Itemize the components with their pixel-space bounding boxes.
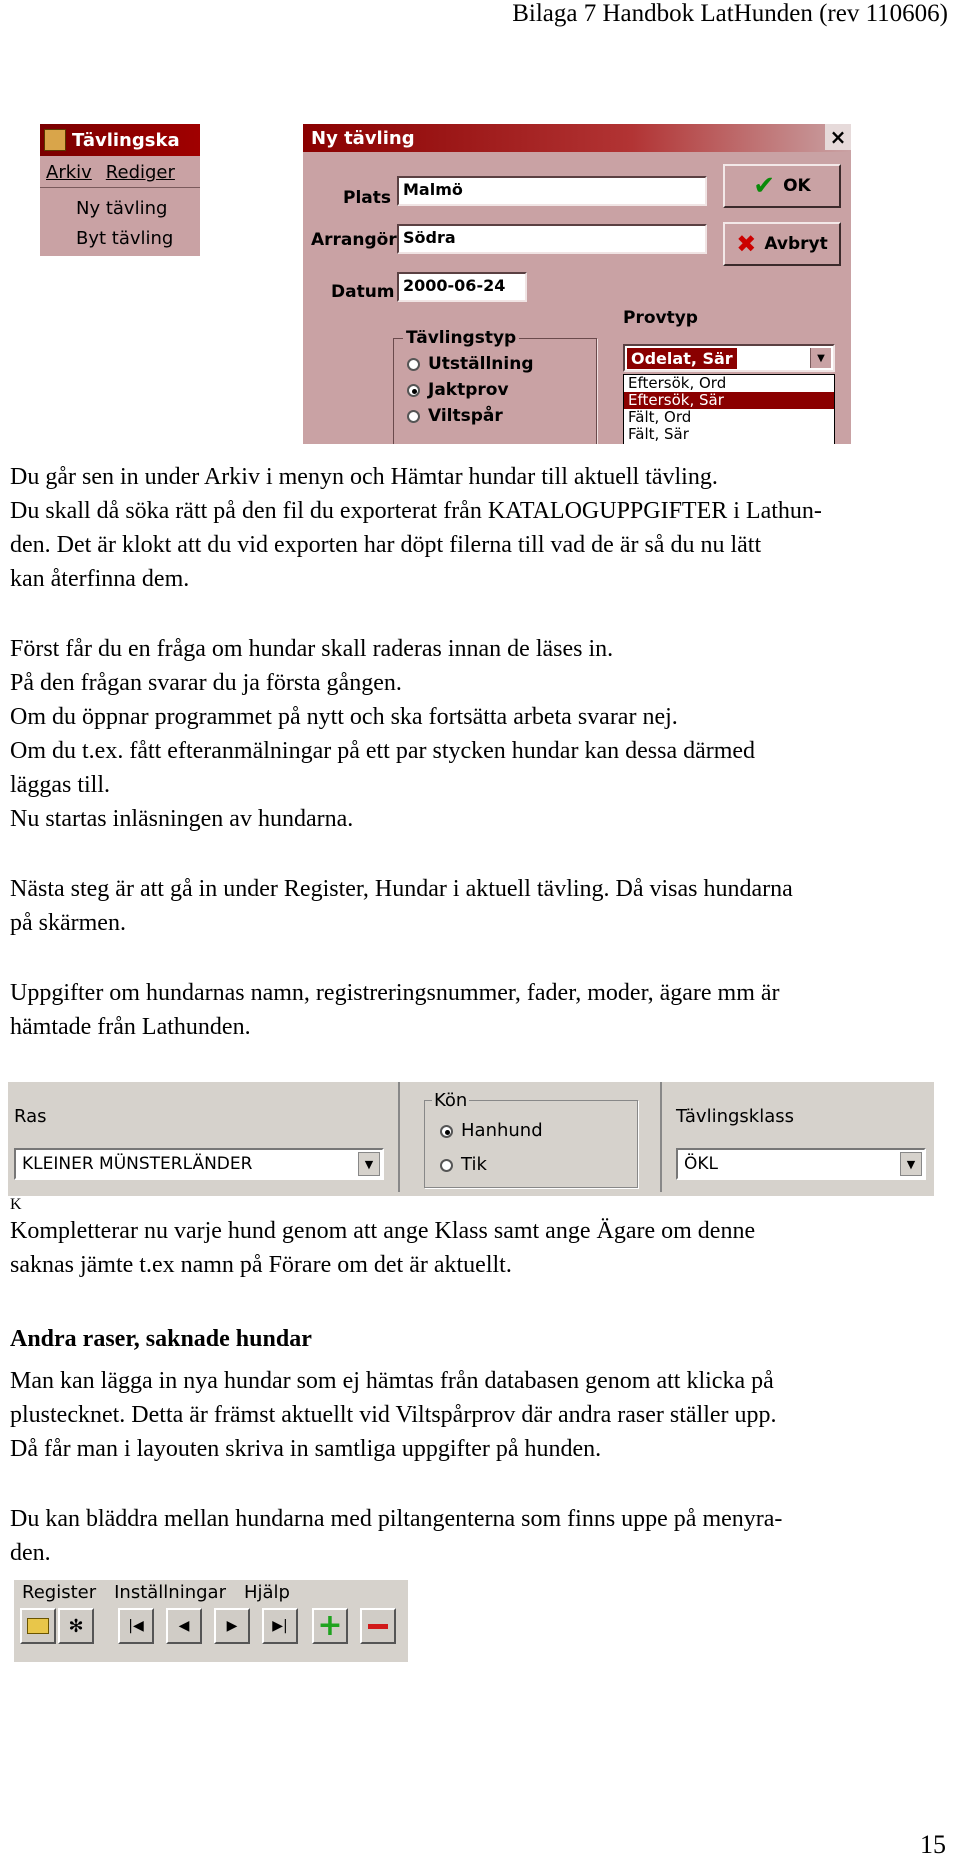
cross-icon: ✖ (736, 230, 757, 258)
arrangor-field[interactable]: Södra (397, 224, 707, 254)
submenu (40, 188, 200, 254)
text-line: saknas jämte t.ex namn på Förare om det är aktuellt. (10, 1252, 512, 1278)
text-line: på skärmen. (10, 910, 126, 936)
checkmark-icon: ✔ (753, 171, 776, 201)
radio-tik-label: Tik (461, 1154, 487, 1175)
radio-tik[interactable] (440, 1154, 487, 1175)
submenu-ny-tavling[interactable]: Ny tävling (76, 198, 168, 219)
text-line: Du skall då söka rätt på den fil du exporterat från KATALOGUPPGIFTER i Lathun- (10, 498, 822, 524)
klass-value: ÖKL (684, 1154, 718, 1174)
text-line: hämtade från Lathunden. (10, 1014, 251, 1040)
ras-label: Ras (14, 1106, 47, 1127)
menu-hjalp[interactable]: Hjälp (243, 1582, 290, 1603)
paragraph-5 (10, 1196, 955, 1282)
menu-register[interactable]: Register (22, 1582, 97, 1603)
radio-tik-circle (440, 1159, 453, 1172)
text-line: den. Det är klokt att du vid exporten har döpt filerna till vad de är så du nu lätt (10, 532, 762, 558)
first-record-icon: |◀ (128, 1618, 144, 1634)
text-line: kan återfinna dem. (10, 566, 190, 592)
radio-hanhund-label: Hanhund (461, 1120, 543, 1141)
app-title: Tävlingska (72, 129, 180, 151)
klass-select[interactable] (676, 1148, 926, 1180)
provtyp-option[interactable]: Fält, Sär (628, 425, 689, 443)
paragraph-4 (10, 976, 955, 1044)
dialog-titlebar (303, 124, 851, 152)
tavlingstyp-label: Tävlingstyp (403, 328, 519, 348)
cancel-button-label: Avbryt (764, 234, 828, 254)
menubar (40, 156, 200, 188)
text-line: På den frågan svarar du ja första gången. (10, 670, 402, 696)
ok-button-label: OK (783, 176, 811, 196)
radio-utstallning-circle (407, 358, 420, 371)
text-line: Om du t.ex. fått efteranmälningar på ett par stycken hundar kan dessa därmed (10, 738, 756, 764)
text-line: Du går sen in under Arkiv i menyn och Hämtar hundar till aktuell tävling. (10, 464, 718, 490)
dog-button[interactable] (58, 1608, 94, 1644)
menu-redigera[interactable]: Rediger (105, 162, 175, 183)
ras-select[interactable] (14, 1148, 384, 1180)
provtyp-option[interactable]: Eftersök, Ord (628, 374, 727, 392)
dog-form-snippet (8, 1082, 934, 1196)
provtyp-option[interactable]: Fält, Ord (628, 408, 692, 426)
datum-field[interactable]: 2000-06-24 (397, 272, 527, 302)
add-button[interactable] (312, 1608, 348, 1644)
last-record-icon: ▶| (272, 1618, 288, 1634)
text-line: Kompletterar nu varje hund genom att ange Klass samt ange Ägare om denne (10, 1218, 756, 1244)
ras-value: KLEINER MÜNSTERLÄNDER (22, 1154, 253, 1174)
text-line: Då får man i layouten skriva in samtliga uppgifter på hunden. (10, 1436, 602, 1462)
paragraph-6 (10, 1364, 955, 1466)
chevron-down-icon[interactable]: ▼ (358, 1152, 380, 1176)
chevron-down-icon[interactable]: ▼ (810, 348, 831, 368)
menu-installningar[interactable]: Inställningar (114, 1582, 226, 1603)
provtyp-list (623, 374, 835, 444)
radio-utstallning[interactable] (407, 354, 534, 374)
provtyp-label: Provtyp (623, 308, 698, 328)
text-line: Man kan lägga in nya hundar som ej hämtas från databasen genom att klicka på (10, 1368, 774, 1394)
text-line: Först får du en fråga om hundar skall raderas innan de läses in. (10, 636, 614, 662)
radio-jaktprov-label: Jaktprov (428, 380, 509, 400)
paragraph-1 (10, 460, 955, 596)
ras-panel (8, 1082, 400, 1192)
toolbar-snippet (14, 1580, 408, 1662)
section-heading: Andra raser, saknade hundar (10, 1326, 312, 1352)
datum-label: Datum (331, 282, 395, 302)
provtyp-selected: Odelat, Sär (627, 348, 737, 369)
cancel-button[interactable] (723, 222, 841, 266)
radio-jaktprov[interactable] (407, 380, 509, 400)
app-icon (44, 129, 66, 151)
close-icon[interactable]: × (825, 124, 851, 150)
menu-snippet (40, 124, 200, 256)
radio-viltspar-label: Viltspår (428, 406, 503, 426)
klass-panel (660, 1082, 934, 1192)
klass-label: Tävlingsklass (676, 1106, 795, 1127)
open-button[interactable] (20, 1608, 56, 1644)
chevron-down-icon[interactable]: ▼ (900, 1152, 922, 1176)
radio-viltspar[interactable] (407, 406, 503, 426)
dog-icon: ✻ (68, 1615, 84, 1637)
delete-icon (368, 1624, 388, 1629)
plats-field[interactable]: Malmö (397, 176, 707, 206)
text-line: Uppgifter om hundarnas namn, registreringsnummer, fader, moder, ägare mm är (10, 980, 780, 1006)
new-competition-dialog (303, 124, 851, 444)
toolbar-menubar (14, 1580, 408, 1605)
radio-utstallning-label: Utställning (428, 354, 534, 374)
kon-label: Kön (434, 1090, 468, 1111)
text-line: plustecknet. Detta är främst aktuellt vid Viltspårprov där andra raser ställer upp. (10, 1402, 777, 1428)
text-line: Om du öppnar programmet på nytt och ska fortsätta arbeta svarar nej. (10, 704, 678, 730)
next-record-button[interactable] (214, 1608, 250, 1644)
radio-viltspar-circle (407, 410, 420, 423)
text-line: Du kan bläddra mellan hundarna med piltangenterna som finns uppe på menyra- (10, 1506, 783, 1532)
radio-hanhund-circle (440, 1125, 453, 1138)
text-line: den. (10, 1540, 51, 1566)
text-line: Nästa steg är att gå in under Register, Hundar i aktuell tävling. Då visas hundarna (10, 876, 793, 902)
previous-record-icon: ◀ (178, 1618, 190, 1634)
first-record-button[interactable] (118, 1608, 154, 1644)
radio-hanhund[interactable] (440, 1120, 543, 1141)
radio-jaktprov-circle (407, 384, 420, 397)
arrangor-label: Arrangör (311, 230, 397, 250)
menu-snippet-titlebar (40, 124, 200, 156)
text-line: K (10, 1196, 22, 1213)
page-header: Bilaga 7 Handbok LatHunden (rev 110606) (512, 0, 948, 27)
paragraph-3 (10, 872, 955, 940)
paragraph-7 (10, 1502, 955, 1570)
provtyp-option[interactable]: Eftersök, Sär (624, 392, 834, 409)
page-number: 15 (920, 1830, 946, 1859)
previous-record-button[interactable] (166, 1608, 202, 1644)
last-record-button[interactable] (262, 1608, 298, 1644)
dialog-title: Ny tävling (311, 127, 415, 149)
next-record-icon: ▶ (226, 1618, 238, 1634)
provtyp-select[interactable] (623, 344, 835, 372)
text-line: läggas till. (10, 772, 110, 798)
add-icon: + (317, 1608, 343, 1643)
open-icon (27, 1618, 49, 1634)
ok-button[interactable] (723, 164, 841, 208)
plats-label: Plats (343, 188, 392, 208)
submenu-byt-tavling[interactable]: Byt tävling (76, 228, 174, 249)
paragraph-2 (10, 632, 955, 836)
menu-arkiv[interactable]: Arkiv (46, 162, 92, 183)
delete-button[interactable] (360, 1608, 396, 1644)
text-line: Nu startas inläsningen av hundarna. (10, 806, 354, 832)
